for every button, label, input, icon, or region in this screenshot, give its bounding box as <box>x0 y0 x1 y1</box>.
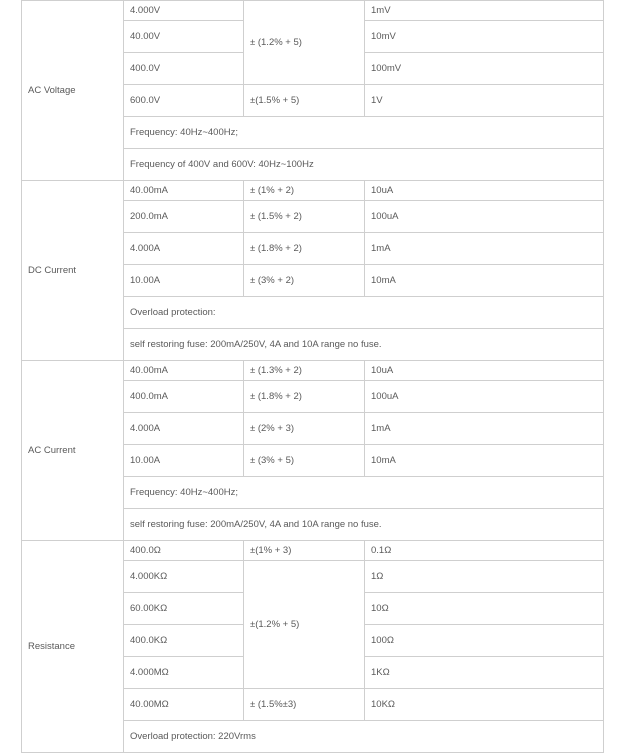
range-cell: 10.00A <box>124 445 244 477</box>
accuracy-cell: ± (1.3% + 2) <box>244 361 365 381</box>
resolution-cell: 1mA <box>365 413 604 445</box>
range-cell: 400.0Ω <box>124 541 244 561</box>
accuracy-cell: ± (3% + 5) <box>244 445 365 477</box>
resolution-cell: 100uA <box>365 381 604 413</box>
note-cell: self restoring fuse: 200mA/250V, 4A and 10A range no fuse. <box>124 509 604 541</box>
note-cell: Overload protection: <box>124 297 604 329</box>
resolution-cell: 1mA <box>365 233 604 265</box>
range-cell: 400.0V <box>124 53 244 85</box>
note-cell: Frequency: 40Hz~400Hz; <box>124 477 604 509</box>
range-cell: 40.00V <box>124 21 244 53</box>
category-ac-current: AC Current <box>22 361 124 541</box>
range-cell: 400.0KΩ <box>124 625 244 657</box>
accuracy-cell: ±(1.2% + 5) <box>244 561 365 689</box>
range-cell: 40.00mA <box>124 181 244 201</box>
accuracy-cell: ± (1.5%±3) <box>244 689 365 721</box>
resolution-cell: 10KΩ <box>365 689 604 721</box>
resolution-cell: 0.1Ω <box>365 541 604 561</box>
accuracy-cell: ± (1% + 2) <box>244 181 365 201</box>
resolution-cell: 10mA <box>365 445 604 477</box>
resolution-cell: 1Ω <box>365 561 604 593</box>
resolution-cell: 1mV <box>365 1 604 21</box>
note-cell: self restoring fuse: 200mA/250V, 4A and 10A range no fuse. <box>124 329 604 361</box>
range-cell: 4.000A <box>124 233 244 265</box>
resolution-cell: 10mV <box>365 21 604 53</box>
range-cell: 40.00MΩ <box>124 689 244 721</box>
range-cell: 4.000A <box>124 413 244 445</box>
resolution-cell: 100uA <box>365 201 604 233</box>
range-cell: 200.0mA <box>124 201 244 233</box>
range-cell: 600.0V <box>124 85 244 117</box>
table-row <box>22 361 604 381</box>
accuracy-cell: ± (1.8% + 2) <box>244 233 365 265</box>
resolution-cell: 10Ω <box>365 593 604 625</box>
resolution-cell: 10uA <box>365 181 604 201</box>
category-dc-current: DC Current <box>22 181 124 361</box>
spec-table <box>21 0 604 753</box>
category-resistance: Resistance <box>22 541 124 753</box>
range-cell: 4.000V <box>124 1 244 21</box>
range-cell: 40.00mA <box>124 361 244 381</box>
range-cell: 4.000KΩ <box>124 561 244 593</box>
accuracy-cell: ±(1% + 3) <box>244 541 365 561</box>
range-cell: 4.000MΩ <box>124 657 244 689</box>
resolution-cell: 10mA <box>365 265 604 297</box>
resolution-cell: 100Ω <box>365 625 604 657</box>
category-ac-voltage: AC Voltage <box>22 1 124 181</box>
range-cell: 60.00KΩ <box>124 593 244 625</box>
resolution-cell: 1V <box>365 85 604 117</box>
table-row <box>22 1 604 21</box>
accuracy-cell: ± (2% + 3) <box>244 413 365 445</box>
range-cell: 10.00A <box>124 265 244 297</box>
accuracy-cell: ± (1.2% + 5) <box>244 1 365 85</box>
note-cell: Frequency of 400V and 600V: 40Hz~100Hz <box>124 149 604 181</box>
table-row <box>22 181 604 201</box>
note-cell: Frequency: 40Hz~400Hz; <box>124 117 604 149</box>
accuracy-cell: ± (1.5% + 2) <box>244 201 365 233</box>
range-cell: 400.0mA <box>124 381 244 413</box>
resolution-cell: 1KΩ <box>365 657 604 689</box>
resolution-cell: 10uA <box>365 361 604 381</box>
table-row <box>22 541 604 561</box>
resolution-cell: 100mV <box>365 53 604 85</box>
note-cell: Overload protection: 220Vrms <box>124 721 604 753</box>
accuracy-cell: ±(1.5% + 5) <box>244 85 365 117</box>
accuracy-cell: ± (3% + 2) <box>244 265 365 297</box>
accuracy-cell: ± (1.8% + 2) <box>244 381 365 413</box>
